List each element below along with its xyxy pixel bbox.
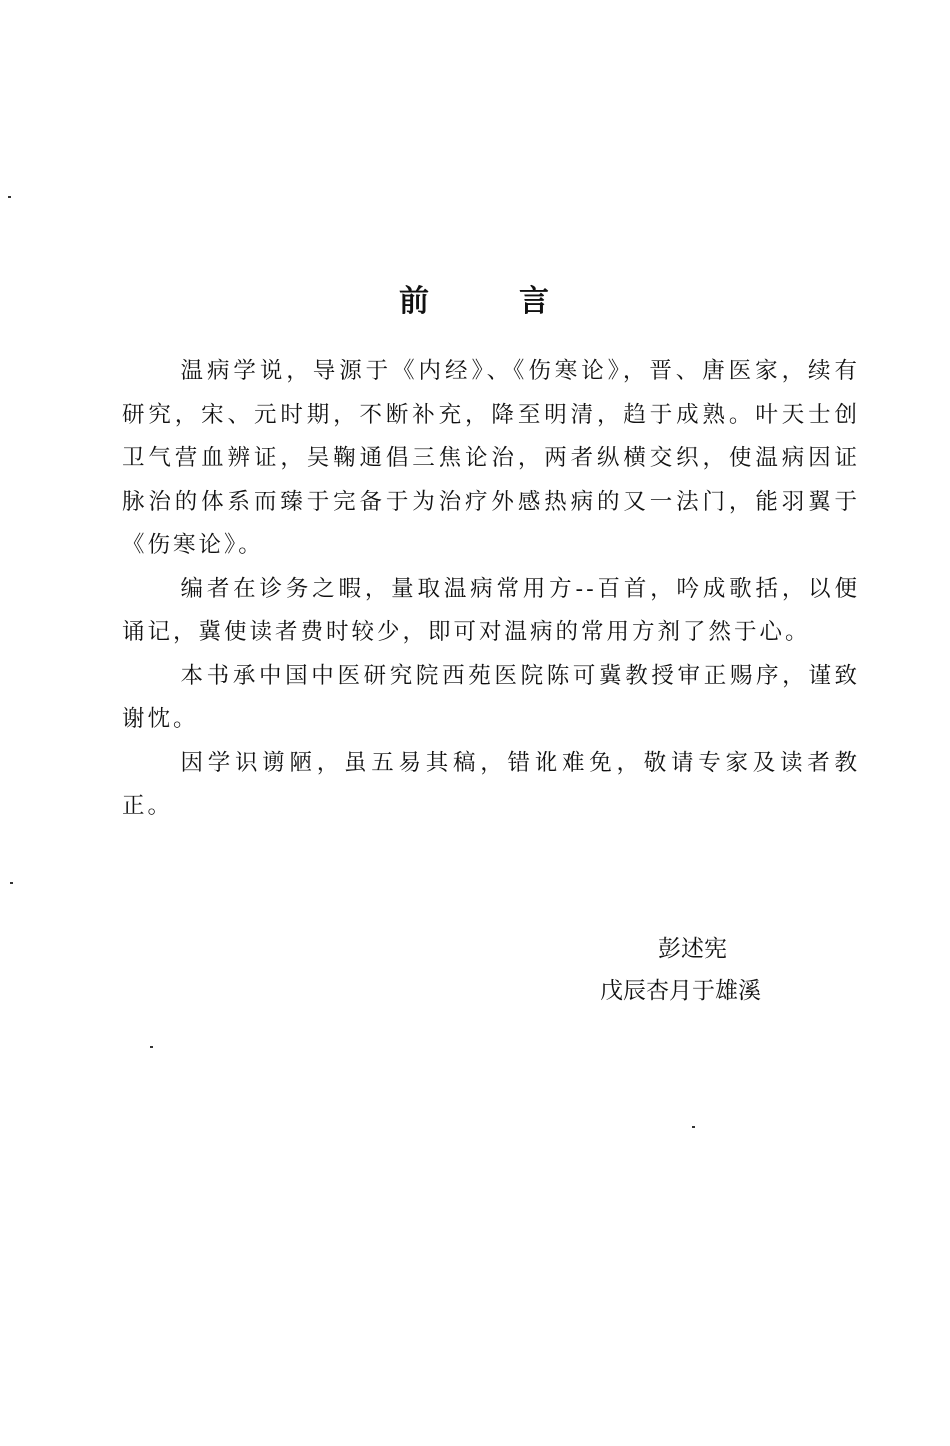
title-char-1: 前: [399, 284, 431, 319]
paragraph-4: 因学识谫陋，虽五易其稿，错讹难免，敬请专家及读者教正。: [122, 749, 860, 819]
scan-speck: [8, 196, 11, 198]
signature-author: 彭述宪: [658, 936, 727, 962]
paragraph-2: 编者在诊务之暇，量取温病常用方--百首，吟成歌括，以便诵记，冀使读者费时较少，即可对温病的常用方剂了然于心。: [122, 575, 860, 645]
title-char-2: 言: [519, 284, 551, 319]
signature-block: [600, 928, 860, 1012]
paragraph-1: 温病学说，导源于《内经》、《伤寒论》，晋、唐医家，续有研究，宋、元时期，不断补充，降至明清，趋于成熟。叶天士创卫气营血辨证，吴鞠通倡三焦论治，两者纵横交织，使温病因证脉治的体系而臻于完备于为治疗外感热病的又一法门，能羽翼于《伤寒论》。: [122, 358, 860, 558]
paragraph-3: 本书承中国中医研究院西苑医院陈可冀教授审正赐序，谨致谢忱。: [122, 662, 860, 732]
scan-speck: [692, 1126, 695, 1128]
scan-speck: [150, 1046, 153, 1048]
page-title: [0, 276, 950, 320]
signature-date-place: 戊辰杏月于雄溪: [600, 978, 761, 1004]
scan-speck: [10, 882, 13, 884]
preface-body: [122, 350, 860, 829]
